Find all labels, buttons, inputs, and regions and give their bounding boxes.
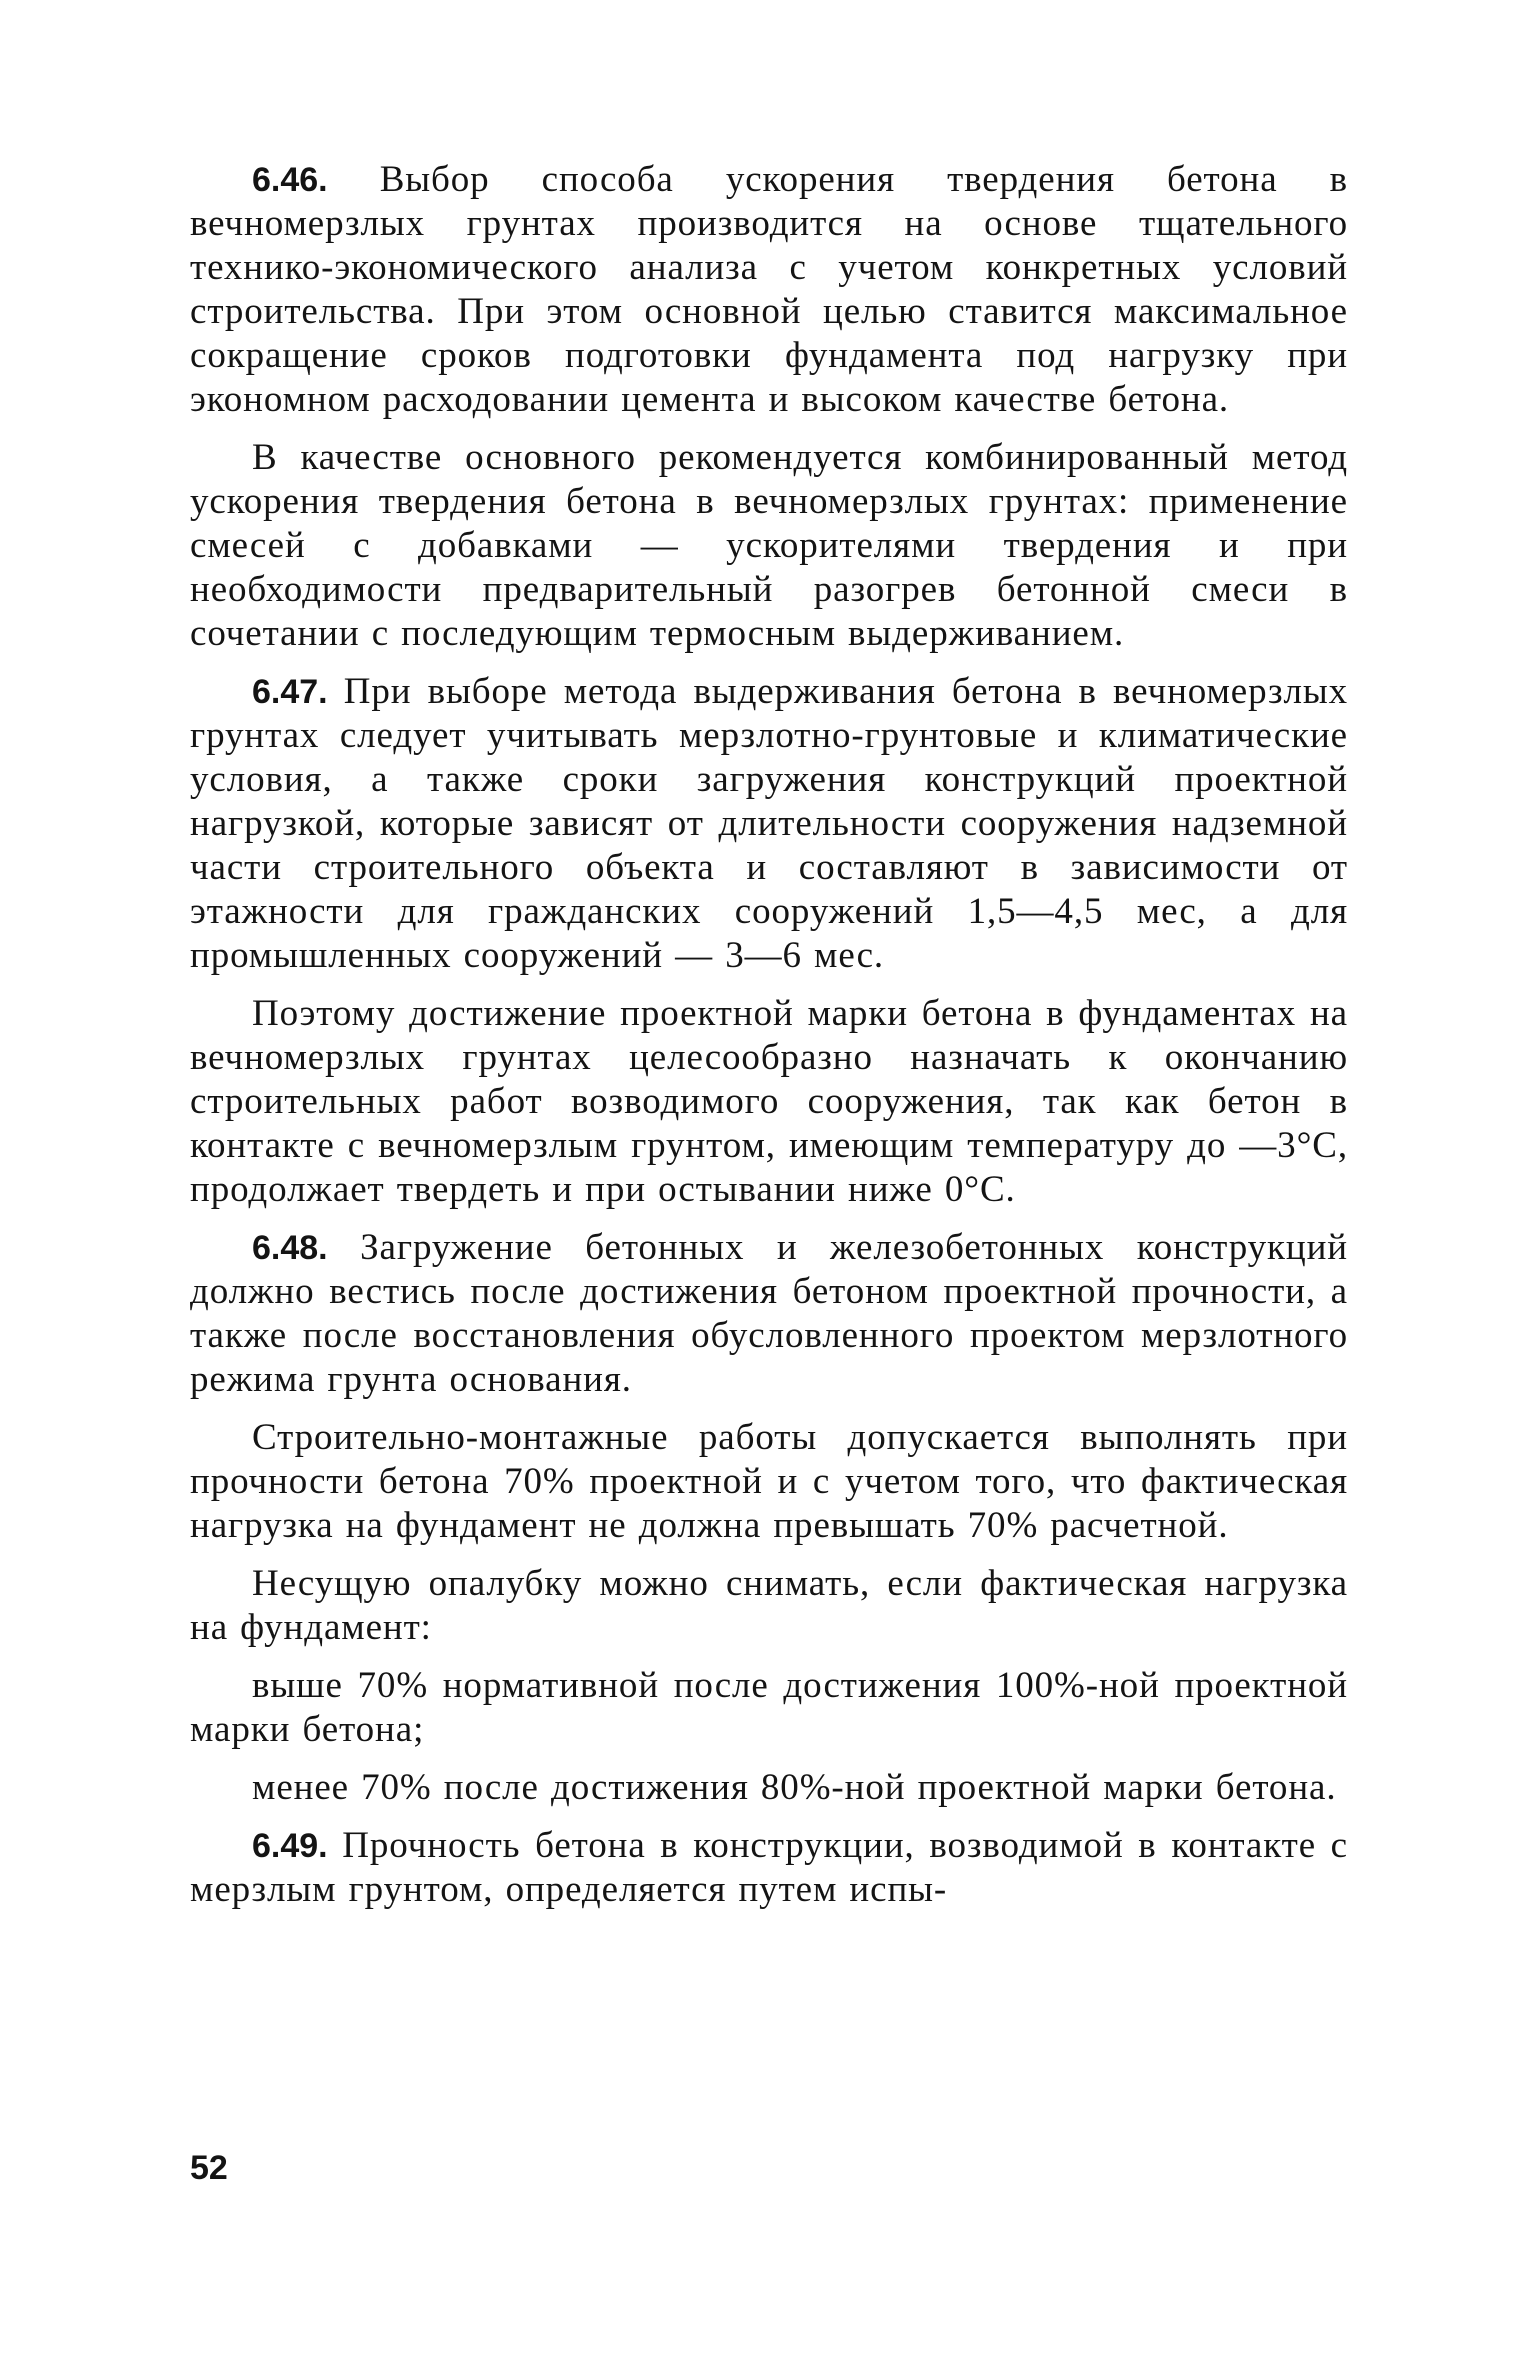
paragraph-text: Загружение бетонных и железобетонных конструкций должно вестись после достижения бетоном проектной прочности, а также после восстановления обусловленного проектом мерзлотного режима грунта основания. xyxy=(190,1227,1348,1400)
clause-number: 6.47. xyxy=(252,673,328,711)
paragraph-text: Несущую опалубку можно снимать, если фактическая нагрузка на фундамент: xyxy=(190,1563,1348,1648)
list-item-below-70 xyxy=(190,1766,1348,1810)
clause-number: 6.46. xyxy=(252,161,328,199)
paragraph-design-grade xyxy=(190,992,1348,1212)
paragraph-text: Прочность бетона в конструкции, возводимой в контакте с мерзлым грунтом, определяется путем испы- xyxy=(190,1825,1349,1910)
paragraph-6-47 xyxy=(190,670,1348,978)
paragraph-text: Поэтому достижение проектной марки бетона в фундаментах на вечномерзлых грунтах целесообразно назначать к окончанию строительных работ возводимого сооружения, так как бетон в контакте с вечномерзлым грунтом, имеющим температуру до —3°С, продолжает твердеть и при остывании ниже 0°С. xyxy=(190,993,1348,1210)
paragraph-text: менее 70% после достижения 80%-ной проектной марки бетона. xyxy=(252,1767,1337,1808)
page-number: 52 xyxy=(190,2149,228,2187)
paragraph-text: выше 70% нормативной после достижения 100%-ной проектной марки бетона; xyxy=(190,1665,1348,1750)
paragraph-combined-method xyxy=(190,436,1348,656)
list-item-above-70 xyxy=(190,1664,1348,1752)
body-text xyxy=(190,158,1348,1926)
paragraph-6-46 xyxy=(190,158,1348,422)
clause-number: 6.48. xyxy=(252,1229,328,1267)
paragraph-6-49 xyxy=(190,1824,1348,1912)
paragraph-text: В качестве основного рекомендуется комбинированный метод ускорения твердения бетона в вечномерзлых грунтах: применение смесей с добавками — ускорителями твердения и при необходимости предварительный разогрев бетонной смеси в сочетании с последующим термосным выдерживанием. xyxy=(190,437,1348,654)
paragraph-6-48 xyxy=(190,1226,1348,1402)
paragraph-text: Выбор способа ускорения твердения бетона в вечномерзлых грунтах производится на основе тщательного технико-экономического анализа с учетом конкретных условий строительства. При этом основной целью ставится максимальное сокращение сроков подготовки фундамента под нагрузку при экономном расходовании цемента и высоком качестве бетона. xyxy=(190,159,1348,420)
paragraph-text: Строительно-монтажные работы допускается выполнять при прочности бетона 70% проектной и с учетом того, что фактическая нагрузка на фундамент не должна превышать 70% расчетной. xyxy=(190,1417,1348,1546)
paragraph-text: При выборе метода выдерживания бетона в вечномерзлых грунтах следует учитывать мерзлотно-грунтовые и климатические условия, а также сроки загружения конструкций проектной нагрузкой, которые зависят от длительности сооружения надземной части строительного объекта и составляют в зависимости от этажности для гражданских сооружений 1,5—4,5 мес, а для промышленных сооружений — 3—6 мес. xyxy=(190,671,1349,976)
paragraph-formwork-removal xyxy=(190,1562,1348,1650)
clause-number: 6.49. xyxy=(252,1827,328,1865)
paragraph-construction-works xyxy=(190,1416,1348,1548)
